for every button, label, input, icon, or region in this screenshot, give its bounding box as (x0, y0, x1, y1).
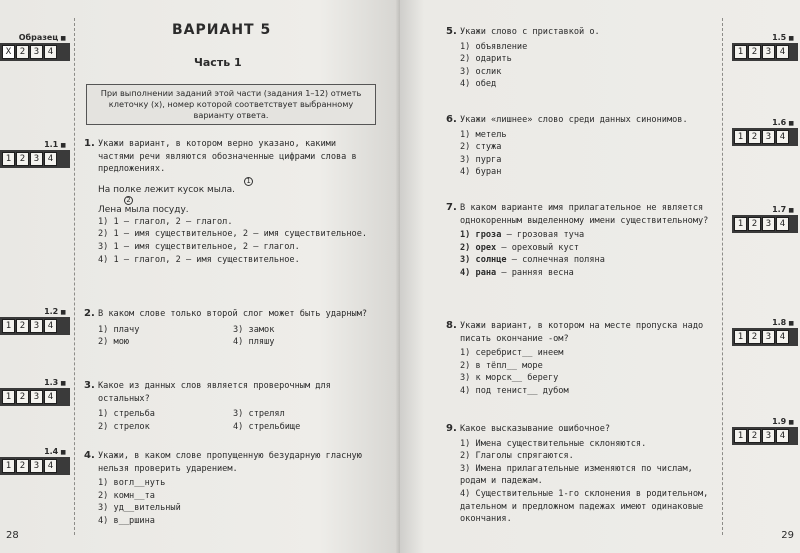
answer-option[interactable] (460, 267, 718, 280)
left-margin-line (74, 18, 75, 535)
question-5 (446, 26, 718, 91)
variant-title: ВАРИАНТ 5 (172, 22, 272, 38)
answer-option[interactable]: 2) в тёпл__ море (460, 360, 543, 371)
answer-option[interactable] (460, 254, 718, 267)
answer-box[interactable]: 2 (748, 330, 761, 344)
answer-strip-label: 1.9 ■ (732, 417, 798, 427)
answer-strip-1-9 (732, 417, 798, 445)
answer-box[interactable]: 2 (748, 130, 761, 144)
answer-option[interactable]: 2) одарить (460, 54, 512, 65)
answer-option[interactable]: 2) стужа (460, 142, 502, 153)
answer-option[interactable]: 1) стрельба (98, 409, 155, 420)
answer-strip-label: 1.1 ■ (0, 140, 70, 150)
question-number: 7. (446, 202, 457, 213)
right-margin-line (722, 18, 723, 535)
part-heading: Часть 1 (194, 56, 242, 69)
question-3 (84, 380, 368, 433)
question-8 (446, 320, 718, 398)
answer-option[interactable]: 4) под тенист__ дубом (460, 385, 569, 396)
answer-box[interactable]: 2 (16, 459, 29, 473)
option-highlighted-word: 1) гроза (460, 230, 502, 241)
answer-option[interactable]: 4) Существительные 1-го склонения в родительном, дательном и предложном падежах имеют одинаковые окончания. (460, 488, 709, 525)
answer-box[interactable]: 1 (2, 459, 15, 473)
question-7 (446, 202, 718, 280)
answer-box[interactable]: X (2, 45, 15, 59)
answer-box[interactable]: 1 (734, 130, 747, 144)
answer-option[interactable]: 1) объявление (460, 41, 528, 52)
question-number: 6. (446, 114, 457, 125)
instruction-box: При выполнении заданий этой части (задания 1–12) отметь клеточку (х), номер которой соответствует выбранному варианту ответа. (86, 84, 376, 125)
question-text: Укажи слово с приставкой о. (460, 27, 600, 37)
answer-strip-1-8 (732, 318, 798, 346)
answer-option[interactable]: 3) к морск__ берегу (460, 373, 559, 384)
question-2 (84, 308, 368, 349)
answer-option[interactable] (460, 242, 718, 255)
answer-box[interactable]: 2 (748, 45, 761, 59)
answer-box[interactable]: 4 (776, 217, 789, 231)
answer-box[interactable]: 4 (776, 45, 789, 59)
answer-strip-1-1 (0, 140, 70, 168)
answer-box[interactable]: 3 (762, 429, 775, 443)
question-text: Укажи вариант, в котором верно указано, какими частями речи являются обозначенные цифрами слова в предложениях. (98, 139, 357, 175)
question-4 (84, 450, 368, 528)
answer-box[interactable]: 3 (30, 152, 43, 166)
answer-strip-1-2 (0, 307, 70, 335)
answer-option[interactable]: 1) метель (460, 129, 507, 140)
answer-boxes (732, 43, 798, 61)
answer-boxes (732, 427, 798, 445)
option-highlighted-word: 2) орех (460, 242, 497, 253)
answer-box[interactable]: 4 (776, 429, 789, 443)
answer-strip-1-3 (0, 378, 70, 406)
answer-option[interactable]: 2) комн__та (98, 490, 155, 501)
right-page (400, 0, 800, 553)
question-number: 1. (84, 138, 95, 149)
answer-box[interactable]: 4 (44, 319, 57, 333)
answer-option[interactable]: 3) пурга (460, 154, 502, 165)
question-text: Укажи вариант, в котором на месте пропуска надо писать окончание -ом? (460, 321, 704, 344)
answer-option[interactable]: 4) пляшу (233, 337, 275, 348)
answer-boxes (732, 128, 798, 146)
question-number: 3. (84, 380, 95, 391)
answer-option[interactable]: 2) 1 — имя существительное, 2 — имя существительное. (98, 229, 368, 240)
answer-option[interactable]: 2) стрелок (98, 421, 150, 432)
answer-boxes (732, 328, 798, 346)
sample-label: Образец ■ (0, 33, 70, 43)
answer-strip-label: 1.4 ■ (0, 447, 70, 457)
answer-strip-label: 1.2 ■ (0, 307, 70, 317)
word-mark-1: 1 (244, 177, 253, 186)
answer-strip-1-4 (0, 447, 70, 475)
question-text: В каком варианте имя прилагательное не является однокоренным выделенному имени существительному? (460, 203, 709, 226)
question-number: 2. (84, 308, 95, 319)
answer-strip-label: 1.8 ■ (732, 318, 798, 328)
answer-strip-label: 1.5 ■ (732, 33, 798, 43)
option-rest: — грозовая туча (501, 230, 585, 241)
answer-box[interactable]: 2 (16, 45, 29, 59)
answer-option[interactable]: 1) серебрист__ инеем (460, 348, 564, 359)
answer-box[interactable]: 4 (44, 459, 57, 473)
answer-box[interactable]: 2 (748, 217, 761, 231)
answer-box[interactable]: 1 (734, 45, 747, 59)
answer-option[interactable]: 4) стрельбище (233, 421, 301, 432)
answer-box[interactable]: 3 (30, 45, 43, 59)
sample-answer (0, 33, 70, 61)
answer-box[interactable]: 1 (2, 152, 15, 166)
answer-box[interactable]: 4 (776, 330, 789, 344)
answer-option[interactable]: 2) Глаголы спрягаются. (460, 451, 574, 462)
answer-option[interactable]: 1) плачу (98, 324, 140, 335)
question-number: 8. (446, 320, 457, 331)
answer-option[interactable]: 4) буран (460, 167, 502, 178)
answer-box[interactable]: 3 (30, 459, 43, 473)
answer-box[interactable]: 3 (762, 130, 775, 144)
answer-option[interactable]: 3) ослик (460, 66, 502, 77)
answer-box[interactable]: 1 (734, 217, 747, 231)
answer-strip-label: 1.6 ■ (732, 118, 798, 128)
answer-box[interactable]: 1 (734, 429, 747, 443)
option-rest: — солнечная поляна (506, 255, 605, 266)
answer-box[interactable]: 4 (44, 152, 57, 166)
question-9 (446, 423, 718, 526)
answer-option[interactable]: 4) 1 — глагол, 2 — имя существительное. (98, 254, 300, 265)
sample-strip (0, 43, 70, 61)
question-number: 5. (446, 26, 457, 37)
question-text: Укажи, в каком слове пропущенную безударную гласную нельзя проверить ударением. (98, 451, 362, 474)
answer-box[interactable]: 4 (776, 130, 789, 144)
answer-box[interactable]: 1 (2, 390, 15, 404)
answer-option[interactable]: 3) замок (233, 324, 275, 335)
answer-option[interactable]: 4) в__ршина (98, 515, 155, 526)
answer-box[interactable]: 4 (44, 390, 57, 404)
answer-option[interactable]: 3) Имена прилагательные изменяются по числам, родам и падежам. (460, 463, 693, 487)
question-number: 9. (446, 423, 457, 434)
answer-option[interactable]: 1) вогл__нуть (98, 478, 166, 489)
answer-option[interactable]: 1) 1 — глагол, 2 — глагол. (98, 216, 233, 227)
question-1 (84, 138, 368, 266)
question-text: Какое из данных слов является проверочным для остальных? (98, 381, 331, 404)
page-number-right: 29 (781, 530, 794, 541)
answer-strip-1-6 (732, 118, 798, 146)
answer-option[interactable]: 3) 1 — имя существительное, 2 — глагол. (98, 241, 300, 252)
answer-option[interactable]: 1) Имена существительные склоняются. (460, 438, 647, 449)
answer-option[interactable]: 3) уд__вительный (98, 503, 181, 514)
question-number: 4. (84, 450, 95, 461)
answer-boxes (732, 215, 798, 233)
answer-box[interactable]: 3 (30, 390, 43, 404)
answer-option[interactable] (460, 229, 718, 242)
answer-box[interactable]: 2 (16, 152, 29, 166)
option-rest: — ранняя весна (496, 267, 574, 278)
question-text: Укажи «лишнее» слово среди данных синонимов. (460, 115, 688, 125)
answer-box[interactable]: 3 (30, 319, 43, 333)
answer-boxes (0, 317, 70, 335)
answer-boxes (0, 150, 70, 168)
answer-box[interactable]: 1 (734, 330, 747, 344)
question-text: Какое высказывание ошибочное? (460, 424, 611, 434)
option-rest: — ореховый куст (496, 242, 580, 253)
answer-box[interactable]: 3 (762, 45, 775, 59)
answer-boxes (0, 457, 70, 475)
answer-boxes (0, 388, 70, 406)
answer-box[interactable]: 4 (44, 45, 57, 59)
option-highlighted-word: 4) рана (460, 267, 497, 278)
example-sentence-1: На полке лежит кусок мыла. (98, 184, 236, 195)
answer-strip-label: 1.7 ■ (732, 205, 798, 215)
answer-box[interactable]: 2 (16, 319, 29, 333)
page-number-left: 28 (6, 530, 19, 541)
answer-box[interactable]: 3 (762, 330, 775, 344)
answer-strip-1-7 (732, 205, 798, 233)
answer-box[interactable]: 2 (16, 390, 29, 404)
option-highlighted-word: 3) солнце (460, 255, 507, 266)
answer-option[interactable]: 4) обед (460, 79, 497, 90)
answer-box[interactable]: 2 (748, 429, 761, 443)
answer-strip-1-5 (732, 33, 798, 61)
answer-strip-label: 1.3 ■ (0, 378, 70, 388)
word-mark-2: 2 (124, 196, 133, 205)
answer-box[interactable]: 1 (2, 319, 15, 333)
question-6 (446, 114, 718, 179)
answer-option[interactable]: 2) мою (98, 337, 130, 348)
example-sentence-2: Лена мыла посуду. (98, 204, 189, 215)
answer-option[interactable]: 3) стрелял (233, 409, 285, 420)
question-text: В каком слове только второй слог может быть ударным? (98, 309, 368, 319)
answer-box[interactable]: 3 (762, 217, 775, 231)
